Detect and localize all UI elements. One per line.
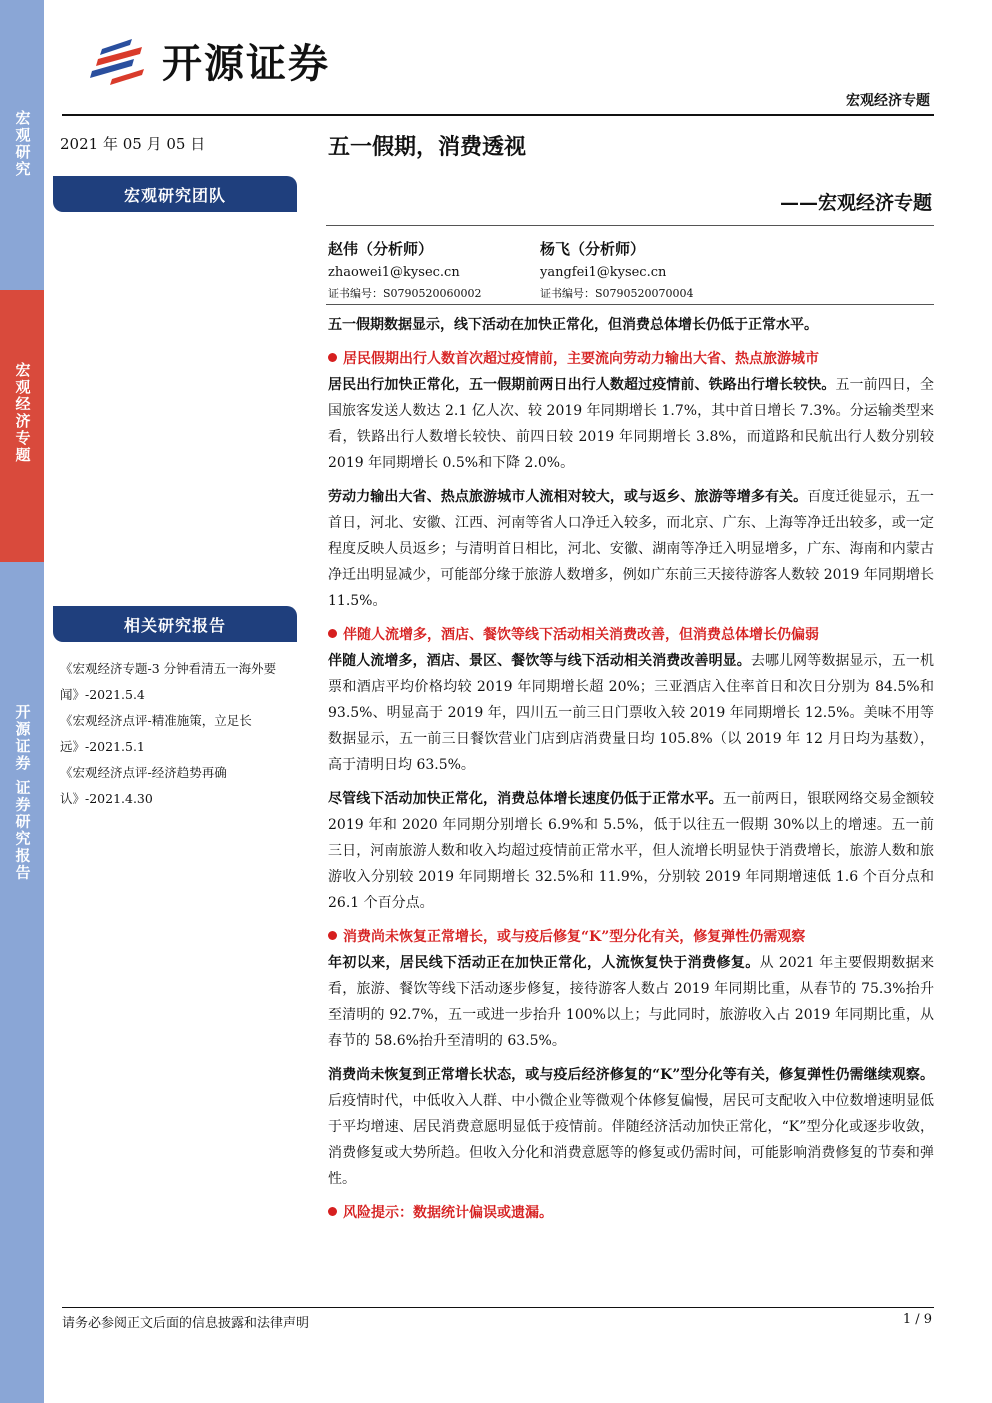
paragraph: 劳动力输出大省、热点旅游城市人流相对较大，或与返乡、旅游等增多有关。百度迁徙显示，五一首日，河北、安徽、江西、河南等省人口净迁入较多，而北京、广东、上海等净迁出较多，或一定程度反映人员返乡；与清明首日相比，河北、安徽、湖南等净迁入明显增多，广东、海南和内蒙古净迁出明显减少，可能部分缘于旅游人数增多，例如广东前三天接待游客人数较 2019 年同期增长 11.5%。 [328,489,935,609]
related-report-item[interactable]: 《宏观经济点评-精准施策，立足长远》-2021.5.1 [60,713,252,754]
related-report-item[interactable]: 《宏观经济专题-3 分钟看清五一海外要闻》-2021.5.4 [60,661,277,702]
sidebar-segment-macro-research: 宏观研究 [0,0,44,290]
analyst-email[interactable]: yangfei1@kysec.cn [540,265,667,280]
paragraph: 居民出行加快正常化，五一假期前两日出行人数超过疫情前、铁路出行增长较快。五一前四日，全国旅客发送人数达 2.1 亿人次、较 2019 年同期增长 1.7%，其中首日增长 7.3%。分运输类型来看，铁路出行人数增长较快、前四日较 2019 年同期增长 3.8%，而道路和民航出行人数分别较 2019 年同期增长 0.5%和下降 2.0%。 [328,377,935,471]
analyst-cert: 证书编号：S0790520060002 [328,287,482,300]
analyst-cert: 证书编号：S0790520070004 [540,287,694,300]
footer-disclaimer: 请务必参阅正文后面的信息披露和法律声明 [62,1316,310,1331]
bullet-dot-icon [328,629,337,638]
bullet-heading: 消费尚未恢复正常增长，或与疫后修复“K”型分化有关，修复弹性仍需观察 [328,924,934,950]
sidebar [0,0,44,1403]
paragraph: 尽管线下活动加快正常化，消费总体增长速度仍低于正常水平。五一前两日，银联网络交易金额较 2019 年和 2020 年同期分别增长 6.9%和 5.5%，低于以往五一假期 30%以上的增速。五一前三日，河南旅游人数和收入均超过疫情前正常水平，但人流增长明显快于消费增长，旅游人数和旅游收入分别较 2019 年同期增长 32.5%和 11.9%，分别较 2019 年同期增速低 1.6 个百分点和 26.1 个百分点。 [328,791,935,911]
company-logo: 开源证券 [86,34,330,86]
bullet-dot-icon [328,1207,337,1216]
kysec-logo-icon [86,35,150,85]
related-report-item[interactable]: 《宏观经济点评-经济趋势再确认》-2021.4.30 [60,765,227,806]
header-divider [62,114,934,116]
risk-warning: 风险提示：数据统计偏误或遗漏。 [328,1200,934,1226]
report-subtitle: ——宏观经济专题 [779,192,932,214]
report-body [328,312,934,1226]
page-number: 1 / 9 [902,1312,932,1327]
title-divider [326,225,934,226]
related-reports-list [60,656,310,812]
paragraph: 年初以来，居民线下活动正在加快正常化，人流恢复快于消费修复。从 2021 年主要假期数据来看，旅游、餐饮等线下活动逐步修复，接待游客人数占 2019 年同期比重，从春节的 75.3%抬升至清明的 92.7%，五一或进一步抬升 100%以上；与此同时，旅游收入占 2019 年同期比重，从春节的 58.6%抬升至清明的 63.5%。 [328,955,935,1049]
header-label: 宏观经济专题 [846,93,930,109]
bullet-dot-icon [328,931,337,940]
analyst-divider [326,304,934,305]
related-reports-badge: 相关研究报告 [53,606,297,642]
sidebar-segment-macro-topic: 宏观经济专题 [0,290,44,562]
bullet-dot-icon [328,353,337,362]
analyst-name: 杨飞（分析师） [540,240,646,258]
analyst-email[interactable]: zhaowei1@kysec.cn [328,265,460,280]
paragraph: 伴随人流增多，酒店、景区、餐饮等与线下活动相关消费改善明显。去哪儿网等数据显示，五一机票和酒店平均价格均较 2019 年同期增长超 20%；三亚酒店入住率首日和次日分别为 84.5%和 93.5%、明显高于 2019 年，四川五一前三日门票收入较 2019 年同期增长 12.5%。美味不用等数据显示，五一前三日餐饮营业门店到店消费量日均 105.8%（以 2019 年 12 月日均为基数），高于清明日均 63.5%。 [328,653,935,773]
bullet-heading: 居民假期出行人数首次超过疫情前，主要流向劳动力输出大省、热点旅游城市 [328,346,934,372]
analyst-card [328,238,482,301]
bullet-heading: 伴随人流增多，酒店、餐饮等线下活动相关消费改善，但消费总体增长仍偏弱 [328,622,934,648]
paragraph: 消费尚未恢复到正常增长状态，或与疫后经济修复的“K”型分化等有关，修复弹性仍需继续观察。后疫情时代，中低收入人群、中小微企业等微观个体修复偏慢，居民可支配收入中位数增速明显低于平均增速、居民消费意愿明显低于疫情前。伴随经济活动加快正常化，“K”型分化或逐步收敛，消费修复或大势所趋。但收入分化和消费意愿等的修复或仍需时间，可能影响消费修复的节奏和弹性。 [328,1067,934,1187]
report-title: 五一假期，消费透视 [328,134,527,160]
lead-summary: 五一假期数据显示，线下活动在加快正常化，但消费总体增长仍低于正常水平。 [328,317,818,333]
footer-divider [62,1307,934,1308]
team-label-badge: 宏观研究团队 [53,176,297,212]
analyst-name: 赵伟（分析师） [328,240,434,258]
analyst-card [540,238,694,301]
sidebar-segment-kysec-report: 开源证券 证券研究报告 [0,562,44,1403]
report-date: 2021 年 05 月 05 日 [60,135,206,153]
